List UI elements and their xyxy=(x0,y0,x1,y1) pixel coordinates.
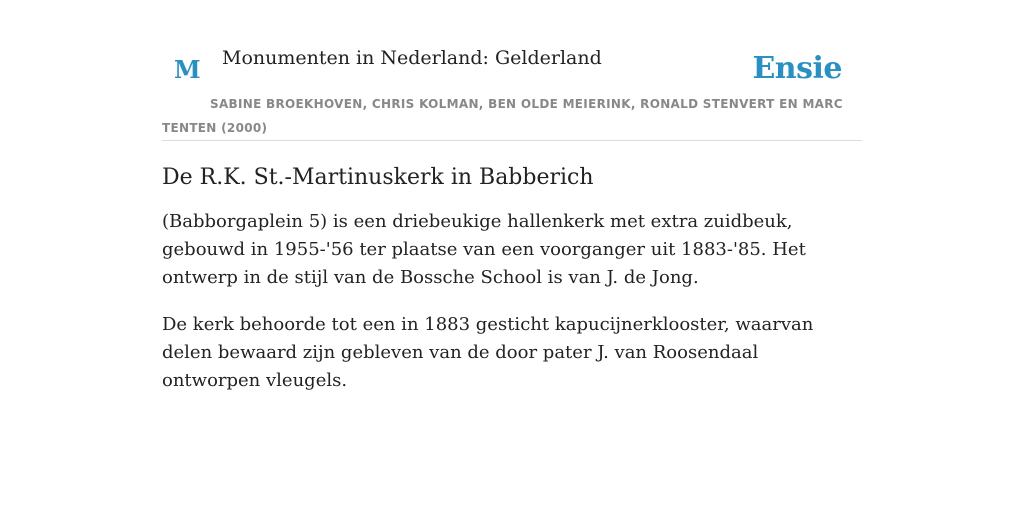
article-paragraph: (Babborgaplein 5) is een driebeukige hallenkerk met extra zuidbeuk, gebouwd in 1955-'56 ter plaatse van een voorganger uit 1883-'85. Het ontwerp in de stijl van de Bossche School is van J. de Jong. xyxy=(162,211,806,288)
source-authors: SABINE BROEKHOVEN, CHRIS KOLMAN, BEN OLDE MEIERINK, RONALD STENVERT EN MARC TENTEN (2000) xyxy=(162,97,843,135)
source-title[interactable]: Monumenten in Nederland: Gelderland xyxy=(222,47,602,69)
article-paragraph: De kerk behoorde tot een in 1883 gesticht kapucijnerklooster, waarvan delen bewaard zijn gebleven van de door pater J. van Roosendaal ontworpen vleugels. xyxy=(162,314,814,391)
article xyxy=(162,162,862,414)
source-logo[interactable]: M xyxy=(174,55,201,84)
header xyxy=(162,40,862,141)
ensie-logo[interactable]: Ensie xyxy=(752,51,842,86)
article-title: De R.K. St.-Martinuskerk in Babberich xyxy=(162,165,594,190)
